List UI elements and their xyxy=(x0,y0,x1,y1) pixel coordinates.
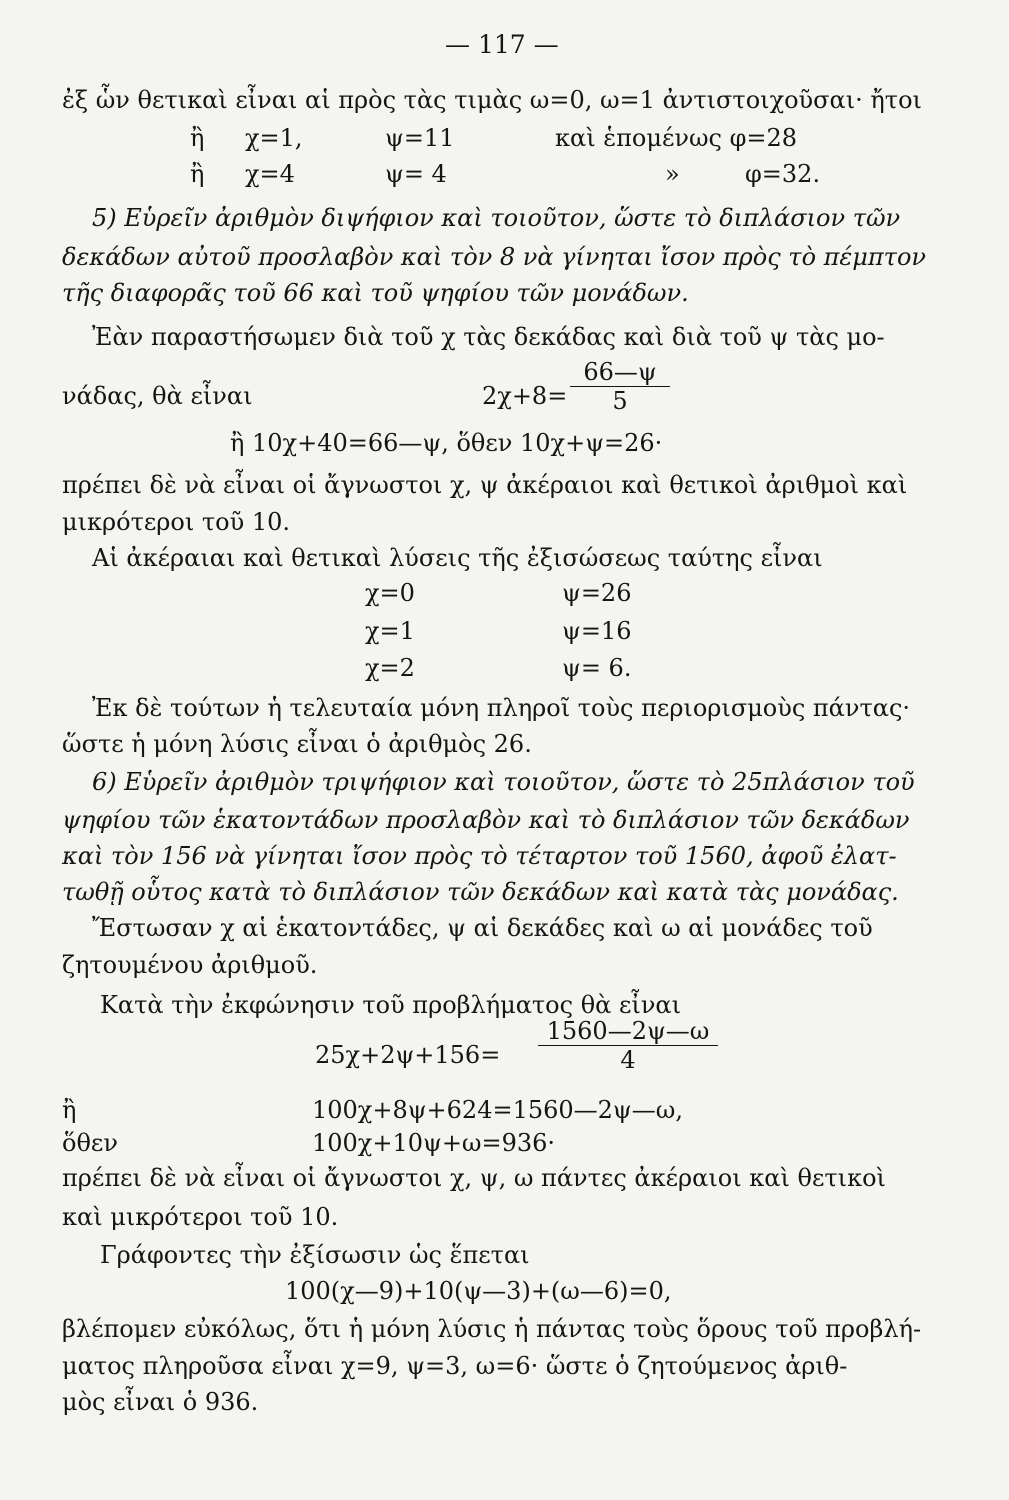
equation-marker: ἢ xyxy=(62,1096,77,1124)
case-phi: καὶ ἑπομένως φ=28 xyxy=(555,124,798,152)
text-line: ζητουμένου ἀριθμοῦ. xyxy=(62,951,318,979)
problem-6-line: καὶ τὸν 156 νὰ γίνηται ἴσον πρὸς τὸ τέταρτον τοῦ 1560, ἀφοῦ ἐλατ- xyxy=(62,842,897,870)
case-y: ψ= 4 xyxy=(385,160,447,188)
problem-5-line: 5) Εὑρεῖν ἀριθμὸν διψήφιον καὶ τοιοῦτον, ὥστε τὸ διπλάσιον τῶν xyxy=(92,204,901,232)
equation-line: ἢ 10χ+40=66—ψ, ὅθεν 10χ+ψ=26· xyxy=(230,429,663,457)
case-phi: φ=32. xyxy=(745,160,821,188)
page-number: — 117 — xyxy=(445,30,559,59)
case-x: χ=4 xyxy=(245,160,295,188)
text-line: βλέπομεν εὐκόλως, ὅτι ἡ μόνη λύσις ἡ πάντας τοὺς ὅρους τοῦ προβλή- xyxy=(62,1315,922,1343)
case-marker: ἢ xyxy=(190,160,205,188)
solution-x: χ=1 xyxy=(365,617,415,645)
case-y: ψ=11 xyxy=(385,124,455,152)
text-line: Ἔστωσαν χ αἱ ἑκατοντάδες, ψ αἱ δεκάδες καὶ ω αἱ μονάδες τοῦ xyxy=(92,914,873,942)
solution-y: ψ= 6. xyxy=(562,654,632,682)
solution-x: χ=2 xyxy=(365,654,415,682)
text-line: Αἱ ἀκέραιαι καὶ θετικαὶ λύσεις τῆς ἐξισώσεως ταύτης εἶναι xyxy=(92,544,823,572)
problem-5-line: τῆς διαφορᾶς τοῦ 66 καὶ τοῦ ψηφίου τῶν μονάδων. xyxy=(62,279,689,307)
text-line: Γράφοντες τὴν ἐξίσωσιν ὡς ἕπεται xyxy=(100,1241,530,1269)
text-line: Κατὰ τὴν ἐκφώνησιν τοῦ προβλήματος θὰ εἶναι xyxy=(100,991,682,1019)
solution-y: ψ=16 xyxy=(562,617,632,645)
text-line: ἐξ ὧν θετικαὶ εἶναι αἱ πρὸς τὰς τιμὰς ω=0, ω=1 ἀντιστοιχοῦσαι· ἤτοι xyxy=(62,86,922,114)
text-line: Ἐὰν παραστήσωμεν διὰ τοῦ χ τὰς δεκάδας καὶ διὰ τοῦ ψ τὰς μο- xyxy=(92,323,885,351)
text-line: νάδας, θὰ εἶναι xyxy=(62,382,253,410)
equation-line: 100χ+8ψ+624=1560—2ψ—ω, xyxy=(312,1096,683,1124)
text-line: καὶ μικρότεροι τοῦ 10. xyxy=(62,1203,339,1231)
equation-fraction xyxy=(570,358,670,415)
fraction-denominator: 4 xyxy=(620,1046,636,1074)
text-line: πρέπει δὲ νὰ εἶναι οἱ ἄγνωστοι χ, ψ, ω πάντες ἀκέραιοι καὶ θετικοὶ xyxy=(62,1164,886,1192)
text-line: πρέπει δὲ νὰ εἶναι οἱ ἄγνωστοι χ, ψ ἀκέραιοι καὶ θετικοὶ ἀριθμοὶ καὶ xyxy=(62,471,908,499)
case-x: χ=1, xyxy=(245,124,303,152)
equation-marker: ὅθεν xyxy=(62,1129,118,1157)
problem-6-line: ψηφίου τῶν ἑκατοντάδων προσλαβὸν καὶ τὸ διπλάσιον τῶν δεκάδων xyxy=(62,806,910,834)
fraction-numerator: 66—ψ xyxy=(570,358,670,387)
problem-5-line: δεκάδων αὐτοῦ προσλαβὸν καὶ τὸν 8 νὰ γίνηται ἴσον πρὸς τὸ πέμπτον xyxy=(62,243,926,271)
solution-x: χ=0 xyxy=(365,579,415,607)
fraction-numerator: 1560—2ψ—ω xyxy=(538,1017,718,1046)
equation-lhs: 2χ+8= xyxy=(482,382,568,410)
problem-6-line: τωθῇ οὗτος κατὰ τὸ διπλάσιον τῶν δεκάδων καὶ κατὰ τὰς μονάδας. xyxy=(62,878,899,906)
text-line: μικρότεροι τοῦ 10. xyxy=(62,508,290,536)
equation-fraction xyxy=(538,1017,718,1074)
text-line: ὥστε ἡ μόνη λύσις εἶναι ὁ ἀριθμὸς 26. xyxy=(62,730,532,758)
fraction-denominator: 5 xyxy=(612,387,628,415)
equation-lhs: 25χ+2ψ+156= xyxy=(315,1041,501,1069)
solution-y: ψ=26 xyxy=(562,579,632,607)
text-line: ματος πληροῦσα εἶναι χ=9, ψ=3, ω=6· ὥστε ὁ ζητούμενος ἀριθ- xyxy=(62,1352,848,1380)
text-line: μὸς εἶναι ὁ 936. xyxy=(62,1388,259,1416)
equation-line: 100(χ—9)+10(ψ—3)+(ω—6)=0, xyxy=(285,1277,672,1305)
ditto-mark: » xyxy=(665,160,680,188)
equation-line: 100χ+10ψ+ω=936· xyxy=(312,1129,556,1157)
problem-6-line: 6) Εὑρεῖν ἀριθμὸν τριψήφιον καὶ τοιοῦτον, ὥστε τὸ 25πλάσιον τοῦ xyxy=(92,768,915,796)
case-marker: ἢ xyxy=(190,124,205,152)
text-line: Ἐκ δὲ τούτων ἡ τελευταία μόνη πληροῖ τοὺς περιορισμοὺς πάντας· xyxy=(92,694,911,722)
